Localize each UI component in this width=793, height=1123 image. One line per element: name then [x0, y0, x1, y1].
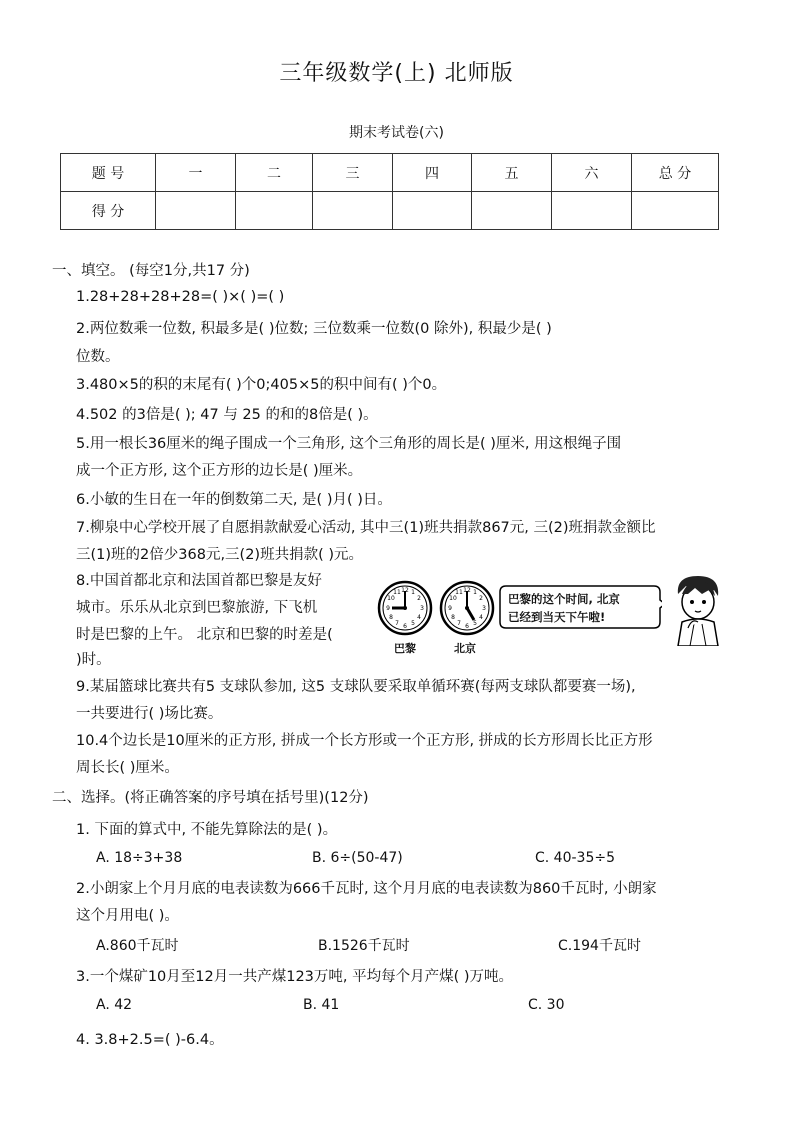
svg-text:3: 3 — [420, 605, 424, 612]
svg-text:12: 12 — [463, 587, 471, 594]
question-1-5: 5.用一根长36厘米的绳子围成一个三角形, 这个三角形的周长是( )厘米, 用这根绳子围 — [76, 436, 622, 452]
score-cell[interactable] — [472, 192, 552, 230]
question-1-7: 7.柳泉中心学校开展了自愿捐款献爱心活动, 其中三(1)班共捐款867元, 三(2)班捐款金额比 — [76, 520, 656, 536]
question-1-10: 10.4个边长是10厘米的正方形, 拼成一个长方形或一个正方形, 拼成的长方形周长比正方形 — [76, 733, 653, 749]
svg-text:10: 10 — [387, 595, 395, 602]
question-1-8: 8.中国首都北京和法国首都巴黎是友好 — [76, 573, 322, 589]
question-1-6: 6.小敏的生日在一年的倒数第二天, 是( )月( )日。 — [76, 492, 392, 508]
svg-text:10: 10 — [449, 595, 457, 602]
speech-bubble-line-1: 巴黎的这个时间, 北京 — [508, 592, 620, 606]
paris-clock-label: 巴黎 — [394, 642, 416, 655]
boy-illustration — [668, 572, 728, 646]
table-cell: 一 — [156, 154, 236, 192]
score-cell[interactable] — [552, 192, 632, 230]
speech-bubble-line-2: 已经到当天下午啦! — [508, 610, 606, 624]
question-2-1-option-c[interactable]: C. 40-35÷5 — [535, 850, 615, 866]
question-2-1: 1. 下面的算式中, 不能先算除法的是( )。 — [76, 822, 338, 838]
table-cell: 三 — [313, 154, 393, 192]
table-cell: 四 — [393, 154, 472, 192]
speech-bubble — [498, 584, 662, 630]
section-2-heading: 二、选择。(将正确答案的序号填在括号里)(12分) — [52, 790, 369, 806]
svg-text:3: 3 — [482, 605, 486, 612]
svg-text:8: 8 — [451, 614, 455, 621]
question-2-3-option-b[interactable]: B. 41 — [303, 997, 340, 1013]
question-2-3-option-a[interactable]: A. 42 — [96, 997, 133, 1013]
question-2-2-option-a[interactable]: A.860千瓦时 — [96, 938, 179, 954]
question-2-3-option-c[interactable]: C. 30 — [528, 997, 565, 1013]
question-1-3: 3.480×5的积的末尾有( )个0;405×5的积中间有( )个0。 — [76, 377, 447, 393]
svg-text:11: 11 — [393, 589, 401, 596]
question-1-5-cont: 成一个正方形, 这个正方形的边长是( )厘米。 — [76, 463, 363, 479]
svg-text:5: 5 — [473, 620, 477, 627]
svg-text:8: 8 — [389, 614, 393, 621]
question-2-2-option-c[interactable]: C.194千瓦时 — [558, 938, 641, 954]
question-2-1-option-b[interactable]: B. 6÷(50-47) — [312, 850, 403, 866]
page-title: 三年级数学(上) 北师版 — [279, 61, 514, 86]
question-1-1: 1.28+28+28+28=( )×( )=( ) — [76, 289, 285, 305]
svg-text:12: 12 — [401, 587, 409, 594]
question-2-2-cont: 这个月用电( )。 — [76, 908, 179, 924]
table-cell: 五 — [472, 154, 552, 192]
score-cell[interactable] — [313, 192, 393, 230]
question-1-8-cont1: 城市。乐乐从北京到巴黎旅游, 下飞机 — [76, 600, 318, 616]
question-2-2-option-b[interactable]: B.1526千瓦时 — [318, 938, 410, 954]
table-cell: 得 分 — [61, 192, 156, 230]
score-table — [60, 153, 719, 230]
svg-text:11: 11 — [455, 589, 463, 596]
question-2-2: 2.小朗家上个月月底的电表读数为666千瓦时, 这个月月底的电表读数为860千瓦时, 小朗家 — [76, 881, 657, 897]
svg-text:6: 6 — [465, 623, 469, 630]
beijing-clock-icon — [441, 582, 493, 634]
question-1-10-cont: 周长长( )厘米。 — [76, 760, 179, 776]
question-1-7-cont: 三(1)班的2倍少368元,三(2)班共捐款( )元。 — [76, 547, 364, 563]
svg-text:6: 6 — [403, 623, 407, 630]
question-1-8-cont3: )时。 — [76, 652, 111, 668]
question-2-3: 3.一个煤矿10月至12月一共产煤123万吨, 平均每个月产煤( )万吨。 — [76, 969, 514, 985]
score-cell[interactable] — [393, 192, 472, 230]
table-cell: 总 分 — [632, 154, 719, 192]
table-cell: 二 — [236, 154, 313, 192]
table-cell: 题 号 — [61, 154, 156, 192]
question-1-8-cont2: 时是巴黎的上午。 北京和巴黎的时差是( — [76, 627, 333, 643]
svg-text:9: 9 — [448, 605, 452, 612]
question-1-9-cont: 一共要进行( )场比赛。 — [76, 706, 223, 722]
section-1-heading: 一、填空。 (每空1分,共17 分) — [52, 263, 250, 279]
question-1-9: 9.某届篮球比赛共有5 支球队参加, 这5 支球队要采取单循环赛(每两支球队都要赛一场), — [76, 679, 636, 695]
svg-text:4: 4 — [417, 614, 421, 621]
svg-text:4: 4 — [479, 614, 483, 621]
svg-text:2: 2 — [479, 595, 483, 602]
svg-text:1: 1 — [411, 589, 415, 596]
paris-clock-icon — [379, 582, 431, 634]
score-table-header-row — [61, 154, 719, 192]
svg-text:9: 9 — [386, 605, 390, 612]
question-2-1-option-a[interactable]: A. 18÷3+38 — [96, 850, 183, 866]
score-cell[interactable] — [156, 192, 236, 230]
score-table-score-row — [61, 192, 719, 230]
score-cell[interactable] — [236, 192, 313, 230]
svg-text:7: 7 — [457, 620, 461, 627]
clocks-illustration — [376, 580, 496, 656]
question-1-2: 2.两位数乘一位数, 积最多是( )位数; 三位数乘一位数(0 除外), 积最少是( ) — [76, 321, 552, 337]
question-1-2-cont: 位数。 — [76, 349, 120, 365]
svg-text:7: 7 — [395, 620, 399, 627]
question-2-4: 4. 3.8+2.5=( )-6.4。 — [76, 1032, 224, 1048]
svg-text:1: 1 — [473, 589, 477, 596]
beijing-clock-label: 北京 — [454, 642, 476, 655]
svg-text:5: 5 — [411, 620, 415, 627]
svg-text:2: 2 — [417, 595, 421, 602]
question-1-4: 4.502 的3倍是( ); 47 与 25 的和的8倍是( )。 — [76, 407, 378, 423]
table-cell: 六 — [552, 154, 632, 192]
exam-subtitle: 期末考试卷(六) — [349, 125, 444, 141]
score-cell[interactable] — [632, 192, 719, 230]
